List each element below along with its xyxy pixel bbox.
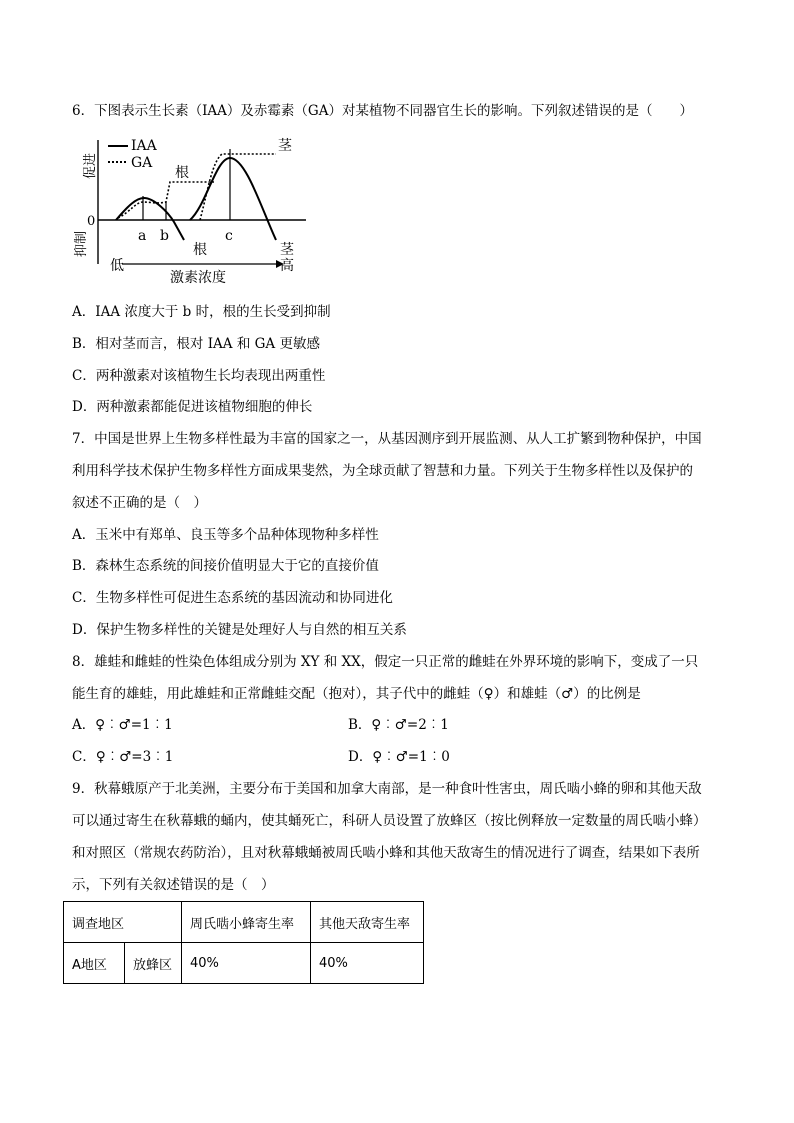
q9-stem-line: 和对照区（常规农药防治），且对秋幕蛾蛹被周氏啮小蜂和其他天敌寄生的情况进行了调查，结果如下表所 <box>72 845 700 861</box>
q9-stem-line: 示，下列有关叙述错误的是（ ） <box>72 877 275 893</box>
header-wasp-rate: 周氏啮小蜂寄生率 <box>182 902 311 943</box>
cell-zone: 放蜂区 <box>125 943 182 984</box>
q6-figure <box>70 136 310 286</box>
y-label-inhibit: 抑制 <box>74 230 89 258</box>
q7-option-b: B．森林生态系统的间接价值明显大于它的直接价值 <box>72 558 379 574</box>
q7-stem-line: 利用科学技术保护生物多样性方面成果斐然，为全球贡献了智慧和力量。下列关于生物多样性以及保护的 <box>72 463 693 479</box>
header-other-rate: 其他天敌寄生率 <box>311 902 424 943</box>
legend-ga: GA <box>131 155 153 171</box>
q7-option-d: D．保护生物多样性的关键是处理好人与自然的相互关系 <box>72 622 407 638</box>
q7-stem-line: 叙述不正确的是（ ） <box>72 495 207 511</box>
y-label-promote: 促进 <box>83 152 98 180</box>
q9-stem-line: 9．秋幕蛾原产于北美洲，主要分布于美国和加拿大南部，是一种食叶性害虫，周氏啮小蜂的卵和其他天敌 <box>72 781 702 797</box>
x-axis-title: 激素浓度 <box>170 270 226 286</box>
q6-option-b: B．相对茎而言，根对 IAA 和 GA 更敏感 <box>72 336 320 352</box>
label-a: a <box>138 228 147 244</box>
table-header-row <box>64 902 424 943</box>
q8-option-c: C．♀︰♂=3︰1 <box>72 749 174 765</box>
q8-option-b: B．♀︰♂=2︰1 <box>348 717 449 733</box>
table-row <box>64 943 424 984</box>
legend-iaa: IAA <box>131 138 157 154</box>
q8-stem-line: 能生育的雄蛙，用此雄蛙和正常雌蛙交配（抱对），其子代中的雌蛙（♀）和雄蛙（♂）的比例是 <box>72 686 641 702</box>
label-root-iaa: 根 <box>193 242 207 258</box>
q6-option-d: D．两种激素都能促进该植物细胞的伸长 <box>72 399 313 415</box>
q8-option-d: D．♀︰♂=1︰0 <box>348 749 450 765</box>
q9-survey-table <box>63 901 424 984</box>
q7-option-c: C．生物多样性可促进生态系统的基因流动和协同进化 <box>72 590 393 606</box>
q8-stem-line: 8．雄蛙和雌蛙的性染色体组成分别为 XY 和 XX，假定一只正常的雌蛙在外界环境的影响下，变成了一只 <box>72 654 699 670</box>
q7-option-a: A．玉米中有郑单、良玉等多个品种体现物种多样性 <box>72 527 379 543</box>
ga-stem-curve <box>200 154 276 220</box>
cell-region: A地区 <box>64 943 125 984</box>
x-label-high: 高 <box>280 258 294 274</box>
q9-stem-line: 可以通过寄生在秋幕蛾的蛹内，使其蛹死亡，科研人员设置了放蜂区（按比例释放一定数量的周氏啮小蜂） <box>72 813 707 829</box>
iaa-root-curve <box>116 198 184 240</box>
label-root-ga: 根 <box>175 165 189 181</box>
q6-stem: 6．下图表示生长素（IAA）及赤霉素（GA）对某植物不同器官生长的影响。下列叙述错误的是（ ） <box>72 103 693 119</box>
label-stem-iaa: 茎 <box>280 242 294 258</box>
q7-stem-line: 7．中国是世界上生物多样性最为丰富的国家之一，从基因测序到开展监测、从人工扩繁到物种保护，中国 <box>72 431 702 447</box>
x-label-low: 低 <box>110 258 124 274</box>
iaa-stem-curve <box>190 158 276 240</box>
label-b: b <box>160 228 169 244</box>
q8-option-a: A．♀︰♂=1︰1 <box>72 717 173 733</box>
q6-option-c: C．两种激素对该植物生长均表现出两重性 <box>72 368 326 384</box>
label-c: c <box>225 228 233 244</box>
zero-label: 0 <box>87 214 96 229</box>
cell-other-rate: 40% <box>311 943 424 984</box>
label-stem-ga: 茎 <box>278 138 292 154</box>
header-region: 调查地区 <box>64 902 182 943</box>
cell-wasp-rate: 40% <box>182 943 311 984</box>
q6-option-a: A．IAA 浓度大于 b 时，根的生长受到抑制 <box>72 304 331 320</box>
